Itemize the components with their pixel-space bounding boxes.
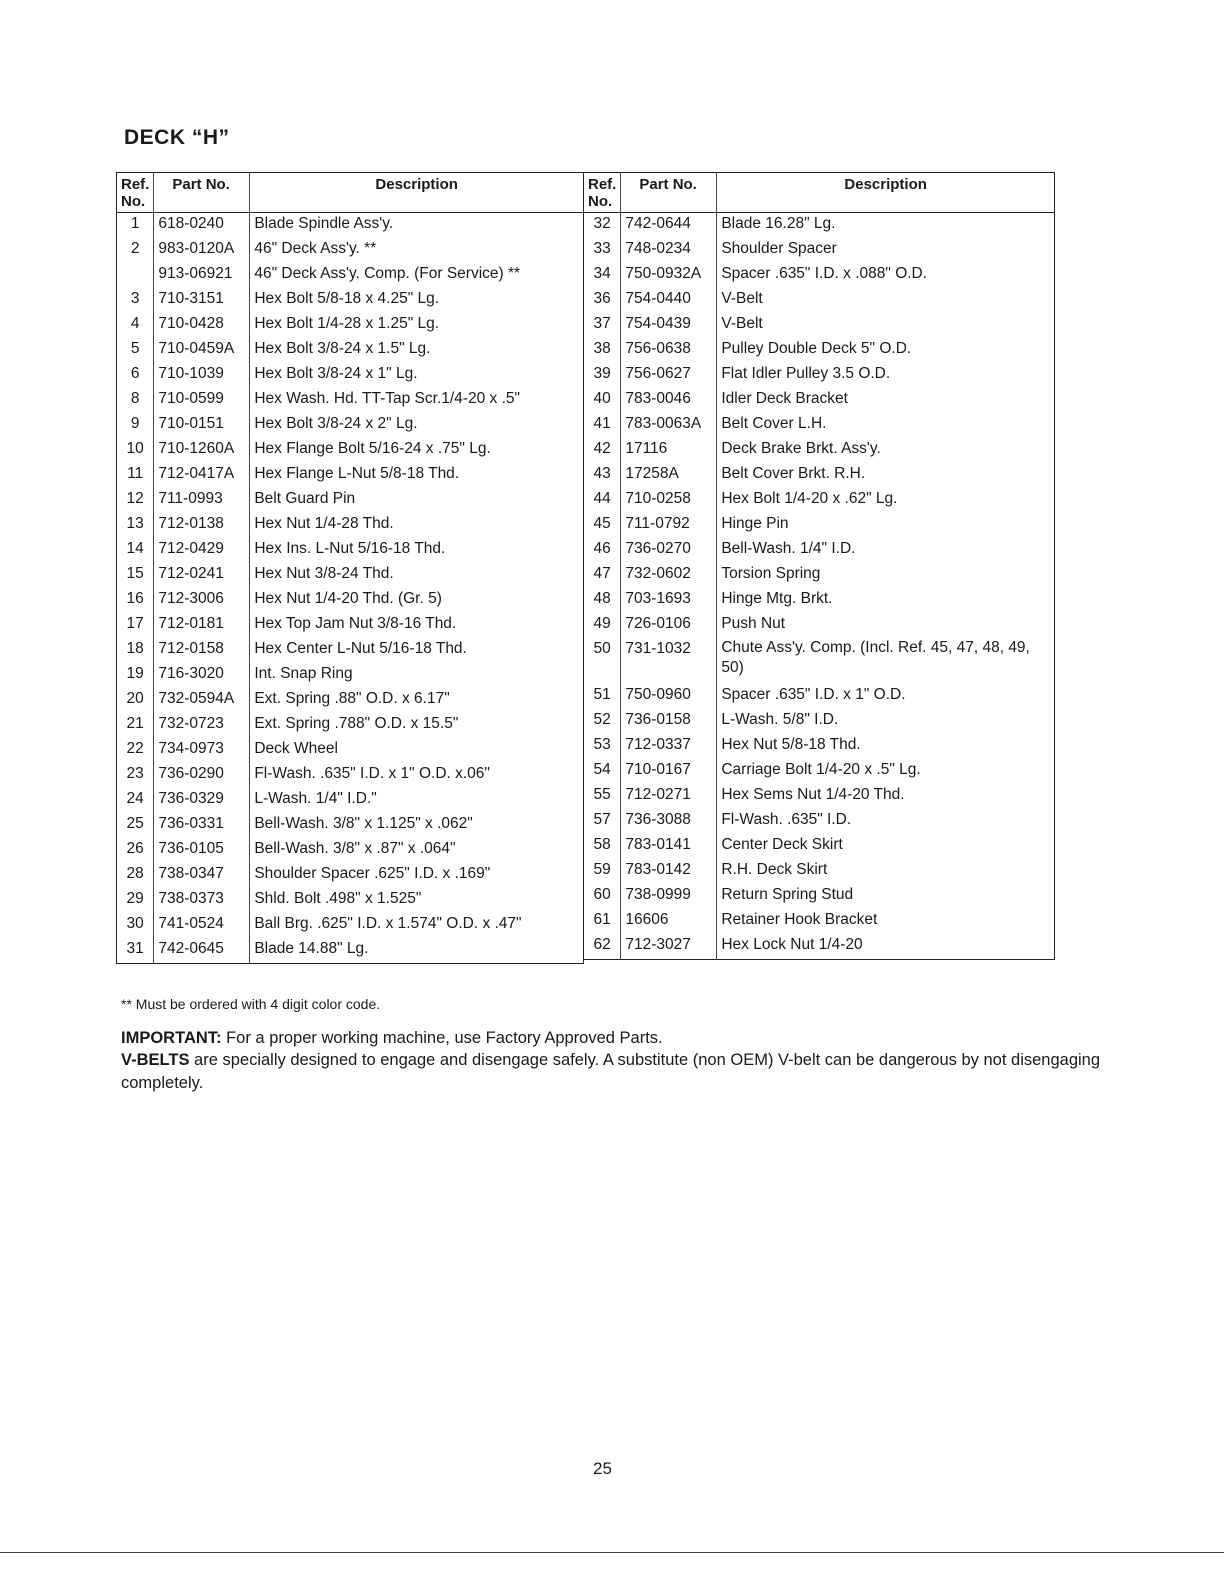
table-row bbox=[584, 834, 1055, 859]
table-row bbox=[117, 263, 584, 288]
table-row bbox=[117, 888, 584, 913]
part-no-cell: 736-0158 bbox=[621, 709, 717, 734]
header-ref-no: Ref. No. bbox=[584, 173, 621, 213]
part-no-cell: 736-0329 bbox=[154, 788, 250, 813]
ref-no-cell bbox=[117, 263, 154, 288]
part-no-cell: 712-3006 bbox=[154, 588, 250, 613]
table-row bbox=[117, 663, 584, 688]
part-no-cell: 738-0347 bbox=[154, 863, 250, 888]
table-row bbox=[117, 338, 584, 363]
ref-no-cell: 36 bbox=[593, 290, 611, 307]
ref-no-cell: 44 bbox=[593, 490, 611, 507]
table-row bbox=[117, 788, 584, 813]
part-no-cell: 716-3020 bbox=[154, 663, 250, 688]
header-part-no: Part No. bbox=[621, 173, 717, 213]
ref-no-cell: 37 bbox=[593, 315, 611, 332]
header-description: Description bbox=[717, 173, 1055, 213]
ref-no-cell: 21 bbox=[126, 715, 144, 732]
description-cell: Hex Center L-Nut 5/16-18 Thd. bbox=[250, 638, 584, 663]
ref-no-cell: 55 bbox=[593, 786, 611, 803]
description-cell: Int. Snap Ring bbox=[250, 663, 584, 688]
part-no-cell: 756-0638 bbox=[621, 338, 717, 363]
table-row bbox=[584, 759, 1055, 784]
part-no-cell: 736-0105 bbox=[154, 838, 250, 863]
part-no-cell: 750-0960 bbox=[621, 684, 717, 709]
part-no-cell: 741-0524 bbox=[154, 913, 250, 938]
description-cell: Torsion Spring bbox=[717, 563, 1055, 588]
ref-no-cell: 34 bbox=[593, 265, 611, 282]
description-cell: Hex Lock Nut 1/4-20 bbox=[717, 934, 1055, 960]
part-no-cell: 712-3027 bbox=[621, 934, 717, 960]
description-cell: Hex Sems Nut 1/4-20 Thd. bbox=[717, 784, 1055, 809]
description-cell: Flat Idler Pulley 3.5 O.D. bbox=[717, 363, 1055, 388]
ref-no-cell: 42 bbox=[593, 440, 611, 457]
ref-no-cell: 33 bbox=[593, 240, 611, 257]
part-no-cell: 742-0644 bbox=[621, 213, 717, 239]
table-row bbox=[584, 909, 1055, 934]
page-title: DECK “H” bbox=[124, 126, 230, 149]
description-cell: Bell-Wash. 3/8" x .87" x .064" bbox=[250, 838, 584, 863]
ref-no-cell: 23 bbox=[126, 765, 144, 782]
part-no-cell: 734-0973 bbox=[154, 738, 250, 763]
part-no-cell: 742-0645 bbox=[154, 938, 250, 964]
ref-no-cell: 19 bbox=[126, 665, 144, 682]
description-cell: Hex Wash. Hd. TT-Tap Scr.1/4-20 x .5" bbox=[250, 388, 584, 413]
part-no-cell: 17116 bbox=[621, 438, 717, 463]
part-no-cell: 712-0181 bbox=[154, 613, 250, 638]
table-row bbox=[584, 734, 1055, 759]
ref-no-cell: 48 bbox=[593, 590, 611, 607]
description-cell: Hex Nut 1/4-28 Thd. bbox=[250, 513, 584, 538]
ref-no-cell: 38 bbox=[593, 340, 611, 357]
vbelts-label: V-BELTS bbox=[121, 1051, 190, 1069]
part-no-cell: 710-0258 bbox=[621, 488, 717, 513]
table-row bbox=[117, 713, 584, 738]
parts-table-left-body bbox=[117, 213, 584, 964]
description-cell: Idler Deck Bracket bbox=[717, 388, 1055, 413]
table-row bbox=[117, 213, 584, 239]
description-cell: Hex Bolt 3/8-24 x 2" Lg. bbox=[250, 413, 584, 438]
description-cell: Hex Nut 3/8-24 Thd. bbox=[250, 563, 584, 588]
ref-no-cell: 29 bbox=[126, 890, 144, 907]
part-no-cell: 748-0234 bbox=[621, 238, 717, 263]
ref-no-cell: 47 bbox=[593, 565, 611, 582]
important-label: IMPORTANT: bbox=[121, 1029, 222, 1047]
table-row bbox=[584, 934, 1055, 960]
part-no-cell: 712-0271 bbox=[621, 784, 717, 809]
ref-no-cell: 39 bbox=[593, 365, 611, 382]
ref-no-cell: 51 bbox=[593, 686, 611, 703]
header-description: Description bbox=[250, 173, 584, 213]
table-row bbox=[117, 638, 584, 663]
table-row bbox=[584, 784, 1055, 809]
parts-table-right-body bbox=[584, 213, 1055, 960]
description-cell: L-Wash. 1/4" I.D." bbox=[250, 788, 584, 813]
description-cell: Fl-Wash. .635" I.D. bbox=[717, 809, 1055, 834]
ref-no-cell: 58 bbox=[593, 836, 611, 853]
part-no-cell: 754-0439 bbox=[621, 313, 717, 338]
part-no-cell: 710-0167 bbox=[621, 759, 717, 784]
part-no-cell: 983-0120A bbox=[154, 238, 250, 263]
ref-no-cell: 20 bbox=[126, 690, 144, 707]
ref-no-cell: 22 bbox=[126, 740, 144, 757]
ref-no-cell: 5 bbox=[130, 340, 140, 357]
table-header-row bbox=[117, 173, 584, 213]
part-no-cell: 754-0440 bbox=[621, 288, 717, 313]
table-row bbox=[117, 838, 584, 863]
table-row bbox=[117, 413, 584, 438]
part-no-cell: 750-0932A bbox=[621, 263, 717, 288]
ref-no-cell: 25 bbox=[126, 815, 144, 832]
description-cell: Hex Flange Bolt 5/16-24 x .75" Lg. bbox=[250, 438, 584, 463]
description-cell: Return Spring Stud bbox=[717, 884, 1055, 909]
part-no-cell: 783-0141 bbox=[621, 834, 717, 859]
part-no-cell: 710-1260A bbox=[154, 438, 250, 463]
description-cell: Hinge Mtg. Brkt. bbox=[717, 588, 1055, 613]
ref-no-cell: 53 bbox=[593, 736, 611, 753]
part-no-cell: 756-0627 bbox=[621, 363, 717, 388]
table-row bbox=[117, 738, 584, 763]
ref-no-cell: 54 bbox=[593, 761, 611, 778]
parts-table-left bbox=[116, 172, 584, 964]
table-row bbox=[584, 288, 1055, 313]
ref-no-cell: 4 bbox=[130, 315, 140, 332]
important-text: For a proper working machine, use Factory Approved Parts. bbox=[221, 1029, 663, 1047]
ref-no-cell: 57 bbox=[593, 811, 611, 828]
table-row bbox=[584, 438, 1055, 463]
part-no-cell: 710-0428 bbox=[154, 313, 250, 338]
description-cell: Blade 16.28" Lg. bbox=[717, 213, 1055, 239]
ref-no-cell: 10 bbox=[126, 440, 144, 457]
part-no-cell: 17258A bbox=[621, 463, 717, 488]
ref-no-cell: 8 bbox=[130, 390, 140, 407]
description-cell: Deck Wheel bbox=[250, 738, 584, 763]
part-no-cell: 618-0240 bbox=[154, 213, 250, 239]
description-cell: Fl-Wash. .635" I.D. x 1" O.D. x.06" bbox=[250, 763, 584, 788]
part-no-cell: 712-0241 bbox=[154, 563, 250, 588]
description-cell: Hex Bolt 1/4-28 x 1.25" Lg. bbox=[250, 313, 584, 338]
description-cell: Blade Spindle Ass'y. bbox=[250, 213, 584, 239]
description-cell: 46" Deck Ass'y. ** bbox=[250, 238, 584, 263]
table-row bbox=[584, 238, 1055, 263]
description-cell: Ball Brg. .625" I.D. x 1.574" O.D. x .47" bbox=[250, 913, 584, 938]
part-no-cell: 711-0792 bbox=[621, 513, 717, 538]
bottom-rule bbox=[0, 1552, 1224, 1553]
table-row bbox=[584, 884, 1055, 909]
table-row bbox=[584, 313, 1055, 338]
vbelts-text: are specially designed to engage and disengage safely. A substitute (non OEM) V-belt can be dangerous by not disengaging completely. bbox=[121, 1051, 1101, 1092]
part-no-cell: 783-0142 bbox=[621, 859, 717, 884]
vbelts-note bbox=[121, 1049, 1121, 1095]
ref-no-cell: 52 bbox=[593, 711, 611, 728]
description-cell: Belt Cover Brkt. R.H. bbox=[717, 463, 1055, 488]
description-cell: Hex Nut 1/4-20 Thd. (Gr. 5) bbox=[250, 588, 584, 613]
description-cell: Retainer Hook Bracket bbox=[717, 909, 1055, 934]
description-cell: Hex Flange L-Nut 5/8-18 Thd. bbox=[250, 463, 584, 488]
part-no-cell: 712-0138 bbox=[154, 513, 250, 538]
description-cell: Hex Bolt 3/8-24 x 1" Lg. bbox=[250, 363, 584, 388]
table-row bbox=[584, 513, 1055, 538]
description-cell: Hex Bolt 3/8-24 x 1.5" Lg. bbox=[250, 338, 584, 363]
table-row bbox=[117, 313, 584, 338]
ref-no-cell: 18 bbox=[126, 640, 144, 657]
description-cell: Hex Nut 5/8-18 Thd. bbox=[717, 734, 1055, 759]
ref-no-cell: 41 bbox=[593, 415, 611, 432]
ref-no-cell: 28 bbox=[126, 865, 144, 882]
table-row bbox=[117, 763, 584, 788]
ref-no-cell: 43 bbox=[593, 465, 611, 482]
part-no-cell: 703-1693 bbox=[621, 588, 717, 613]
description-cell: V-Belt bbox=[717, 313, 1055, 338]
table-row bbox=[584, 588, 1055, 613]
header-ref-no: Ref. No. bbox=[117, 173, 154, 213]
ref-no-cell: 14 bbox=[126, 540, 144, 557]
ref-no-cell: 49 bbox=[593, 615, 611, 632]
part-no-cell: 710-0459A bbox=[154, 338, 250, 363]
ref-no-cell: 2 bbox=[130, 240, 140, 257]
table-row bbox=[584, 363, 1055, 388]
description-cell: V-Belt bbox=[717, 288, 1055, 313]
description-cell: L-Wash. 5/8" I.D. bbox=[717, 709, 1055, 734]
part-no-cell: 913-06921 bbox=[154, 263, 250, 288]
table-row bbox=[117, 863, 584, 888]
ref-no-cell: 32 bbox=[593, 215, 611, 232]
description-cell: Blade 14.88" Lg. bbox=[250, 938, 584, 964]
part-no-cell: 736-0331 bbox=[154, 813, 250, 838]
table-header-row bbox=[584, 173, 1055, 213]
table-row bbox=[584, 338, 1055, 363]
table-row bbox=[117, 388, 584, 413]
ref-no-cell: 12 bbox=[126, 490, 144, 507]
part-no-cell: 710-3151 bbox=[154, 288, 250, 313]
part-no-cell: 711-0993 bbox=[154, 488, 250, 513]
part-no-cell: 712-0158 bbox=[154, 638, 250, 663]
ref-no-cell: 59 bbox=[593, 861, 611, 878]
table-row bbox=[584, 413, 1055, 438]
header-part-no: Part No. bbox=[154, 173, 250, 213]
table-row bbox=[584, 809, 1055, 834]
important-note bbox=[121, 1027, 1121, 1050]
ref-no-cell: 61 bbox=[593, 911, 611, 928]
table-row bbox=[584, 213, 1055, 239]
ref-no-cell: 45 bbox=[593, 515, 611, 532]
description-cell: Bell-Wash. 1/4" I.D. bbox=[717, 538, 1055, 563]
table-row bbox=[117, 538, 584, 563]
ref-no-cell: 62 bbox=[593, 936, 611, 953]
table-row bbox=[117, 438, 584, 463]
description-cell: Shoulder Spacer .625" I.D. x .169" bbox=[250, 863, 584, 888]
parts-table-right bbox=[583, 172, 1055, 960]
description-cell: Shld. Bolt .498" x 1.525" bbox=[250, 888, 584, 913]
part-no-cell: 736-0290 bbox=[154, 763, 250, 788]
ref-no-cell: 9 bbox=[130, 415, 140, 432]
table-row bbox=[584, 859, 1055, 884]
part-no-cell: 732-0723 bbox=[154, 713, 250, 738]
table-row bbox=[117, 488, 584, 513]
part-no-cell: 712-0429 bbox=[154, 538, 250, 563]
footnote: ** Must be ordered with 4 digit color code. bbox=[121, 996, 381, 1012]
ref-no-cell: 6 bbox=[130, 365, 140, 382]
description-cell: Carriage Bolt 1/4-20 x .5" Lg. bbox=[717, 759, 1055, 784]
ref-no-cell: 50 bbox=[593, 640, 611, 657]
description-cell: Spacer .635" I.D. x 1" O.D. bbox=[717, 684, 1055, 709]
description-cell: Deck Brake Brkt. Ass'y. bbox=[717, 438, 1055, 463]
table-row bbox=[584, 709, 1055, 734]
part-no-cell: 736-3088 bbox=[621, 809, 717, 834]
table-row bbox=[117, 913, 584, 938]
ref-no-cell: 1 bbox=[130, 215, 140, 232]
description-cell: Ext. Spring .88" O.D. x 6.17" bbox=[250, 688, 584, 713]
description-cell: 46" Deck Ass'y. Comp. (For Service) ** bbox=[250, 263, 584, 288]
table-row bbox=[584, 538, 1055, 563]
table-row bbox=[117, 288, 584, 313]
ref-no-cell: 26 bbox=[126, 840, 144, 857]
table-row bbox=[117, 463, 584, 488]
part-no-cell: 736-0270 bbox=[621, 538, 717, 563]
table-row bbox=[584, 684, 1055, 709]
part-no-cell: 712-0417A bbox=[154, 463, 250, 488]
ref-no-cell: 31 bbox=[126, 940, 144, 957]
table-row bbox=[584, 463, 1055, 488]
description-cell: Spacer .635" I.D. x .088" O.D. bbox=[717, 263, 1055, 288]
table-row bbox=[584, 563, 1055, 588]
part-no-cell: 726-0106 bbox=[621, 613, 717, 638]
ref-no-cell: 11 bbox=[127, 465, 144, 482]
part-no-cell: 738-0373 bbox=[154, 888, 250, 913]
part-no-cell: 16606 bbox=[621, 909, 717, 934]
description-cell: Center Deck Skirt bbox=[717, 834, 1055, 859]
description-cell: Pulley Double Deck 5" O.D. bbox=[717, 338, 1055, 363]
table-row bbox=[117, 238, 584, 263]
ref-no-cell: 13 bbox=[126, 515, 144, 532]
ref-no-cell: 30 bbox=[126, 915, 144, 932]
description-cell: Hex Ins. L-Nut 5/16-18 Thd. bbox=[250, 538, 584, 563]
part-no-cell: 710-0151 bbox=[154, 413, 250, 438]
description-cell: Hex Bolt 5/8-18 x 4.25" Lg. bbox=[250, 288, 584, 313]
table-row bbox=[584, 263, 1055, 288]
description-cell: Hinge Pin bbox=[717, 513, 1055, 538]
table-row bbox=[584, 638, 1055, 684]
part-no-cell: 710-0599 bbox=[154, 388, 250, 413]
description-cell: Chute Ass'y. Comp. (Incl. Ref. 45, 47, 48, 49, 50) bbox=[717, 638, 1055, 684]
part-no-cell: 783-0046 bbox=[621, 388, 717, 413]
ref-no-cell: 15 bbox=[126, 565, 144, 582]
part-no-cell: 783-0063A bbox=[621, 413, 717, 438]
part-no-cell: 731-1032 bbox=[621, 638, 717, 684]
ref-no-cell: 46 bbox=[593, 540, 611, 557]
part-no-cell: 732-0602 bbox=[621, 563, 717, 588]
description-cell: Shoulder Spacer bbox=[717, 238, 1055, 263]
ref-no-cell: 16 bbox=[126, 590, 144, 607]
table-row bbox=[117, 613, 584, 638]
ref-no-cell: 24 bbox=[126, 790, 144, 807]
part-no-cell: 732-0594A bbox=[154, 688, 250, 713]
table-row bbox=[117, 363, 584, 388]
description-cell: Hex Top Jam Nut 3/8-16 Thd. bbox=[250, 613, 584, 638]
ref-no-cell: 17 bbox=[126, 615, 144, 632]
table-row bbox=[584, 388, 1055, 413]
description-cell: Push Nut bbox=[717, 613, 1055, 638]
table-row bbox=[117, 813, 584, 838]
table-row bbox=[117, 588, 584, 613]
ref-no-cell: 3 bbox=[130, 290, 140, 307]
part-no-cell: 738-0999 bbox=[621, 884, 717, 909]
table-row bbox=[117, 563, 584, 588]
description-cell: Hex Bolt 1/4-20 x .62" Lg. bbox=[717, 488, 1055, 513]
table-row bbox=[584, 613, 1055, 638]
page-number: 25 bbox=[593, 1459, 612, 1478]
part-no-cell: 710-1039 bbox=[154, 363, 250, 388]
table-row bbox=[117, 938, 584, 964]
part-no-cell: 712-0337 bbox=[621, 734, 717, 759]
ref-no-cell: 60 bbox=[593, 886, 611, 903]
table-row bbox=[117, 513, 584, 538]
description-cell: Bell-Wash. 3/8" x 1.125" x .062" bbox=[250, 813, 584, 838]
ref-no-cell: 40 bbox=[593, 390, 611, 407]
description-cell: Belt Cover L.H. bbox=[717, 413, 1055, 438]
table-row bbox=[117, 688, 584, 713]
description-cell: Ext. Spring .788" O.D. x 15.5" bbox=[250, 713, 584, 738]
table-row bbox=[584, 488, 1055, 513]
description-cell: Belt Guard Pin bbox=[250, 488, 584, 513]
description-cell: R.H. Deck Skirt bbox=[717, 859, 1055, 884]
